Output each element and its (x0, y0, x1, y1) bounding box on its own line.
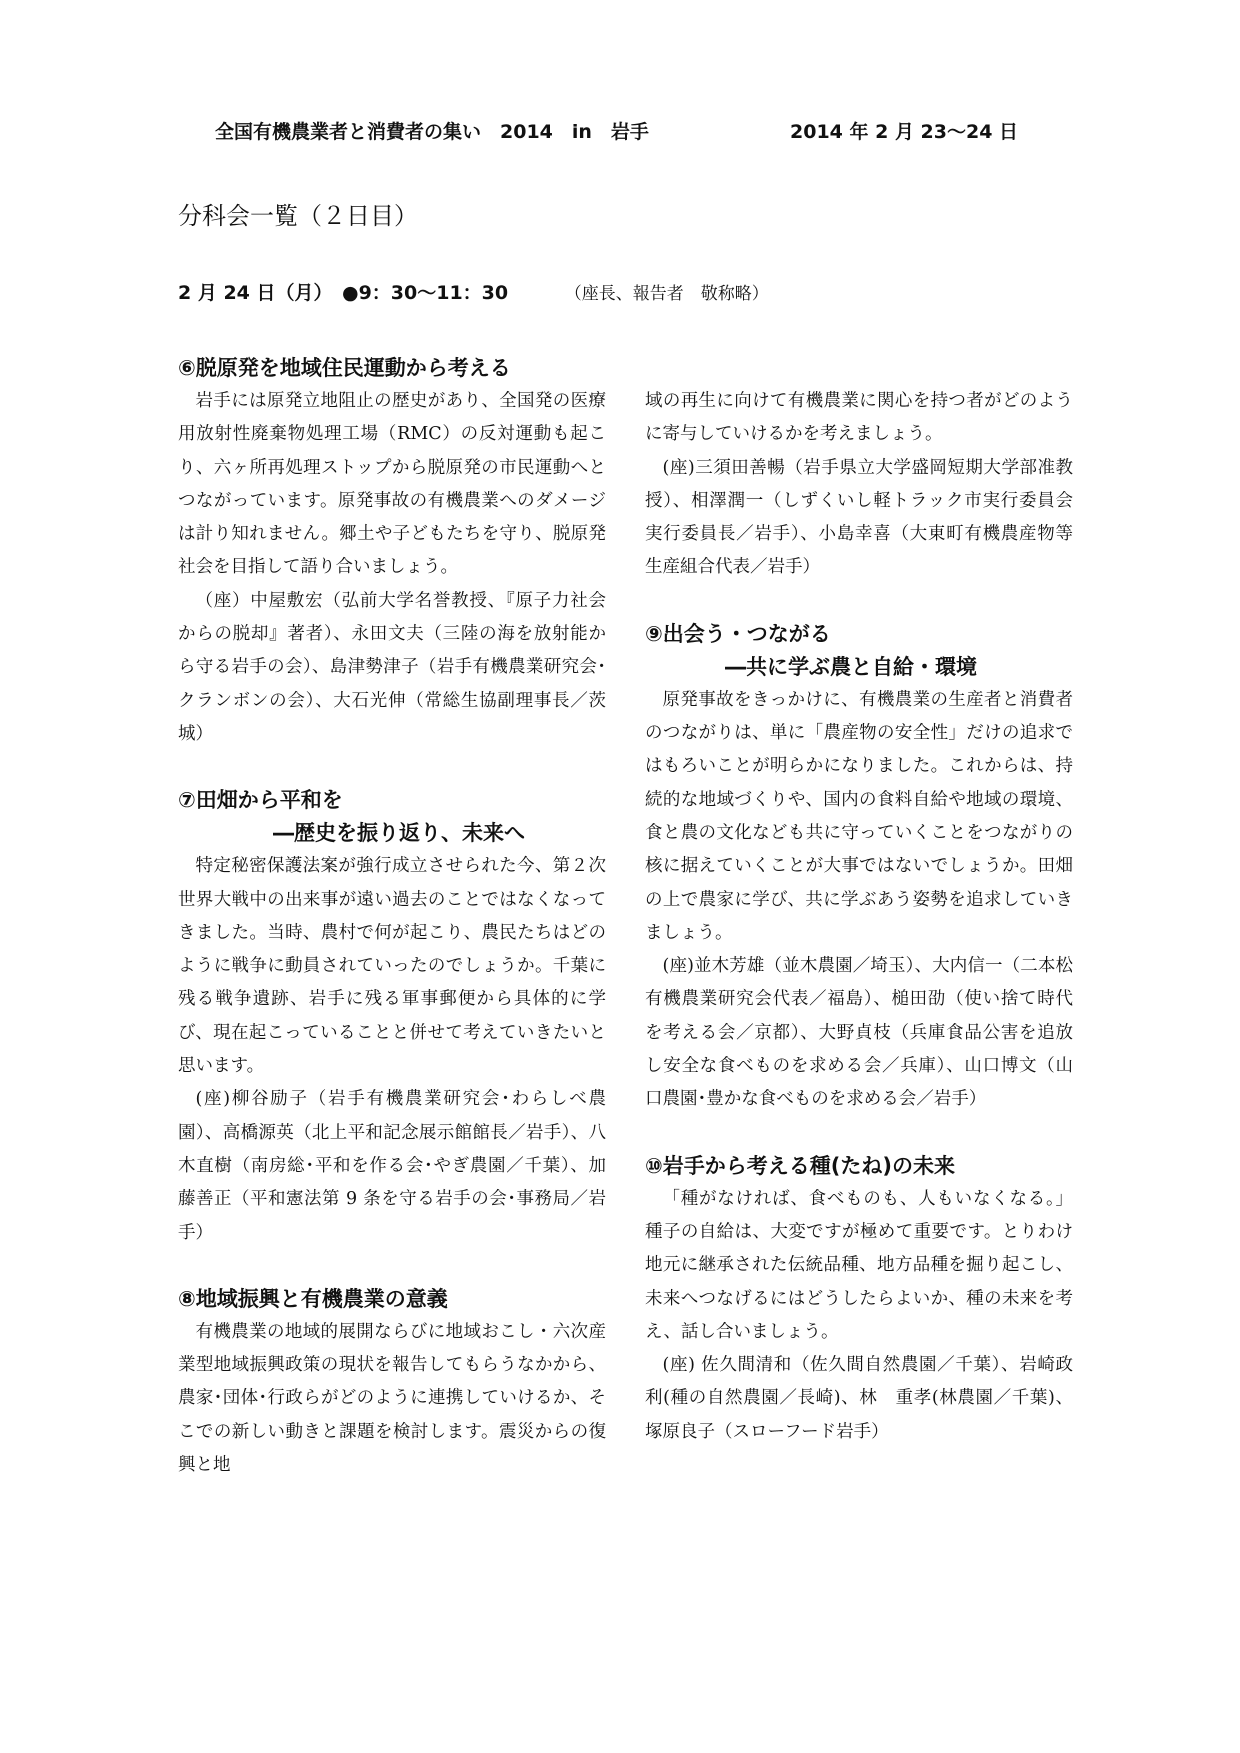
session-description: 「種がなければ、食べものも、人もいなくなる。」 種子の自給は、大変ですが極めて重要です。とりわけ地元に継承された伝統品種、地方品種を掘り起こし、未来へつなげるにはどうしたらよいか、種の未来を考え、話し合いましょう。 (645, 1188, 1073, 1342)
session-9 (645, 618, 1073, 1117)
session-chairs: (座)並木芳雄（並木農園／埼玉）、大内信一（二本松有機農業研究会代表／福島）、槌田劭（使い捨て時代を考える会／京都）、大野貞枝（兵庫食品公害を追放し安全な食べものを求める会／兵庫）、山口博文（山口農園･豊かな食べものを求める会／岩手） (645, 956, 1073, 1110)
session-title: ⑩岩手から考える種(たね)の未来 (645, 1153, 955, 1178)
event-name: 全国有機農業者と消費者の集い 2014 in 岩手 (215, 121, 649, 143)
session-title: ⑦田畑から平和を (178, 788, 343, 813)
schedule-day-time: 2 月 24 日（月） ●9：30〜11：30 (178, 282, 509, 304)
session-8-continued (645, 385, 1073, 585)
session-title: ⑨出会う・つながる (645, 621, 831, 646)
schedule-note: （座長、報告者 敬称略） (564, 284, 769, 304)
left-column (178, 352, 606, 1482)
session-description: 原発事故をきっかけに、有機農業の生産者と消費者のつながりは、単に「農産物の安全性」だけの追求ではもろいことが明らかになりました。これからは、持続的な地域づくりや、国内の食料自給や地域の環境、食と農の文化なども共に守っていくことをつながりの核に据えていくことが大事ではないでしょうか。田畑の上で農家に学び、共に学ぶあう姿勢を追求していきましょう。 (645, 689, 1073, 943)
session-chairs: （座）中屋敷宏（弘前大学名誉教授、『原子力社会からの脱却』著者）、永田文夫（三陸の海を放射能から守る岩手の会）、島津勢津子（岩手有機農業研究会･クランボンの会）、大石光伸（常総生協副理事長／茨城） (178, 590, 606, 744)
session-description: 岩手には原発立地阻止の歴史があり、全国発の医療用放射性廃棄物処理工場（RMC）の反対運動も起こり、六ヶ所再処理ストップから脱原発の市民運動へとつながっています。原発事故の有機農業へのダメージは計り知れません。郷土や子どもたちを守り、脱原発社会を目指して語り合いましょう。 (178, 391, 606, 578)
session-8 (178, 1283, 606, 1482)
session-subtitle: ―歴史を振り返り、未来へ (273, 821, 525, 846)
schedule-line (178, 278, 769, 305)
session-7 (178, 784, 606, 1250)
session-10 (645, 1150, 1073, 1449)
session-subtitle: ―共に学ぶ農と自給・環境 (725, 654, 977, 679)
session-description-continued: 域の再生に向けて有機農業に関心を持つ者がどのように寄与していけるかを考えましょう。 (645, 391, 1073, 445)
session-title: ⑧地域振興と有機農業の意義 (178, 1286, 448, 1311)
right-column (645, 385, 1073, 1449)
session-title: ⑥脱原発を地域住民運動から考える (178, 356, 511, 380)
session-chairs: (座)柳谷励子（岩手有機農業研究会･わらしべ農園）、高橋源英（北上平和記念展示館館長／岩手）、八木直樹（南房総･平和を作る会･やぎ農園／千葉）、加藤善正（平和憲法第 9 条を守る岩手の会･事務局／岩手） (178, 1089, 606, 1243)
session-chairs: (座) 佐久間清和（佐久間自然農園／千葉）、岩崎政利(種の自然農園／長崎)、林 重孝(林農園／千葉)、塚原良子（スローフード岩手） (645, 1355, 1073, 1442)
session-description: 特定秘密保護法案が強行成立させられた今、第２次世界大戦中の出来事が遠い過去のことではなくなってきました。当時、農村で何が起こり、農民たちはどのように戦争に動員されていったのでしょうか。千葉に残る戦争遺跡、岩手に残る軍事郵便から具体的に学び、現在起こっていることと併せて考えていきたいと思います。 (178, 856, 606, 1077)
event-date: 2014 年 2 月 23〜24 日 (790, 121, 1019, 143)
session-chairs: (座)三須田善暢（岩手県立大学盛岡短期大学部准教授）、相澤潤一（しずくいし軽トラック市実行委員会実行委員長／岩手）、小島幸喜（大東町有機農産物等生産組合代表／岩手） (645, 457, 1073, 578)
session-description: 有機農業の地域的展開ならびに地域おこし・六次産業型地域振興政策の現状を報告してもらうなかから、農家･団体･行政らがどのように連携していけるか、そこでの新しい動きと課題を検討します。震災からの復興と地 (178, 1321, 606, 1476)
page-title: 分科会一覧（２日目） (178, 202, 418, 230)
session-6 (178, 352, 606, 751)
